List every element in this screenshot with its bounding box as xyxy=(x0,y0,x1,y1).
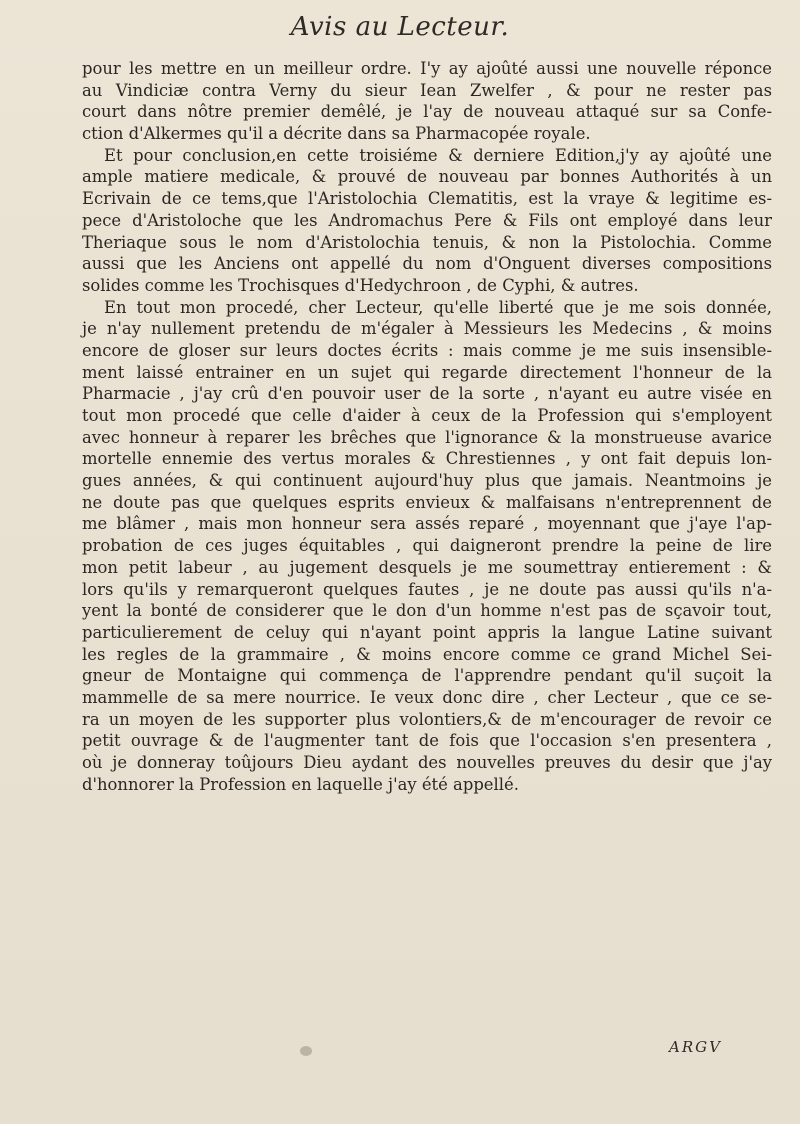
text-line: En tout mon procedé, cher Lecteur, qu'elle liberté que je me sois donnée, xyxy=(104,297,772,317)
text-line: ment laissé entrainer en un sujet qui regarde directement l'honneur de la xyxy=(82,362,772,382)
text-line: ample matiere medicale, & prouvé de nouveau par bonnes Authorités à un xyxy=(82,167,772,187)
text-line: Pharmacie , j'ay crû d'en pouvoir user de la sorte , n'ayant eu autre visée en xyxy=(82,384,772,404)
text-line: les regles de la grammaire , & moins encore comme ce grand Michel Sei- xyxy=(82,644,772,664)
text-line: d'honnorer la Profession en laquelle j'ay été appellé. xyxy=(82,774,519,794)
text-line: pour les mettre en un meilleur ordre. I'y ay ajoûté aussi une nouvelle réponce xyxy=(82,59,772,78)
text-line: solides comme les Trochisques d'Hedychroon , de Cyphi, & autres. xyxy=(82,275,639,295)
text-line: particulierement de celuy qui n'ayant point appris la langue Latine suivant xyxy=(82,622,772,642)
text-line: encore de gloser sur leurs doctes écrits : mais comme je me suis insensible- xyxy=(82,340,772,360)
text-line: gues années, & qui continuent aujourd'huy plus que jamais. Neantmoins je xyxy=(82,471,772,491)
text-line: petit ouvrage & de l'augmenter tant de fois que l'occasion s'en presentera , xyxy=(82,731,772,751)
text-line: aussi que les Anciens ont appellé du nom d'Onguent diverses compositions xyxy=(82,254,772,274)
text-line: probation de ces juges équitables , qui daigneront prendre la peine de lire xyxy=(82,536,772,556)
catchword: ARGV xyxy=(669,1038,722,1056)
text-line: me blâmer , mais mon honneur sera assés reparé , moyennant que j'aye l'ap- xyxy=(82,514,772,534)
text-line: tout mon procedé que celle d'aider à ceux de la Profession qui s'employent xyxy=(82,406,772,425)
text-line: avec honneur à reparer les brêches que l'ignorance & la monstrueuse avarice xyxy=(82,427,772,447)
text-line: mortelle ennemie des vertus morales & Chrestiennes , y ont fait depuis lon- xyxy=(82,449,772,469)
page-header-title: Avis au Lecteur. xyxy=(290,12,510,42)
text-line: ra un moyen de les supporter plus volontiers,& de m'encourager de revoir ce xyxy=(82,709,772,729)
text-line: court dans nôtre premier demêlé, je l'ay de nouveau attaqué sur sa Confe- xyxy=(82,102,772,122)
text-line: yent la bonté de considerer que le don d'un homme n'est pas de sçavoir tout, xyxy=(82,601,772,621)
text-line: ction d'Alkermes qu'il a décrite dans sa Pharmacopée royale. xyxy=(82,124,591,144)
text-line: lors qu'ils y remarqueront quelques fautes , je ne doute pas aussi qu'ils n'a- xyxy=(82,579,772,599)
text-line: mammelle de sa mere nourrice. Ie veux donc dire , cher Lecteur , que ce se- xyxy=(82,687,772,707)
text-line: je n'ay nullement pretendu de m'égaler à Messieurs les Medecins , & moins xyxy=(82,319,772,339)
text-line: au Vindiciæ contra Verny du sieur Iean Zwelfer , & pour ne rester pas xyxy=(82,80,772,100)
text-line: pece d'Aristoloche que les Andromachus Pere & Fils ont employé dans leur xyxy=(82,210,772,230)
text-line: où je donneray toûjours Dieu aydant des nouvelles preuves du desir que j'ay xyxy=(82,753,772,772)
text-line: Theriaque sous le nom d'Aristolochia tenuis, & non la Pistolochia. Comme xyxy=(82,232,772,252)
text-line: mon petit labeur , au jugement desquels je me soumettray entierement : & xyxy=(82,557,772,577)
ink-smudge xyxy=(300,1046,312,1056)
text-line: ne doute pas que quelques esprits envieux & malfaisans n'entreprennent de xyxy=(82,492,772,512)
text-line: Ecrivain de ce tems,que l'Aristolochia Clematitis, est la vraye & legitime es- xyxy=(82,189,772,209)
text-line: gneur de Montaigne qui commença de l'apprendre pendant qu'il suçoit la xyxy=(82,666,772,686)
text-line: Et pour conclusion,en cette troisiéme & derniere Edition,j'y ay ajoûté une xyxy=(104,145,772,165)
body-text xyxy=(82,58,772,795)
